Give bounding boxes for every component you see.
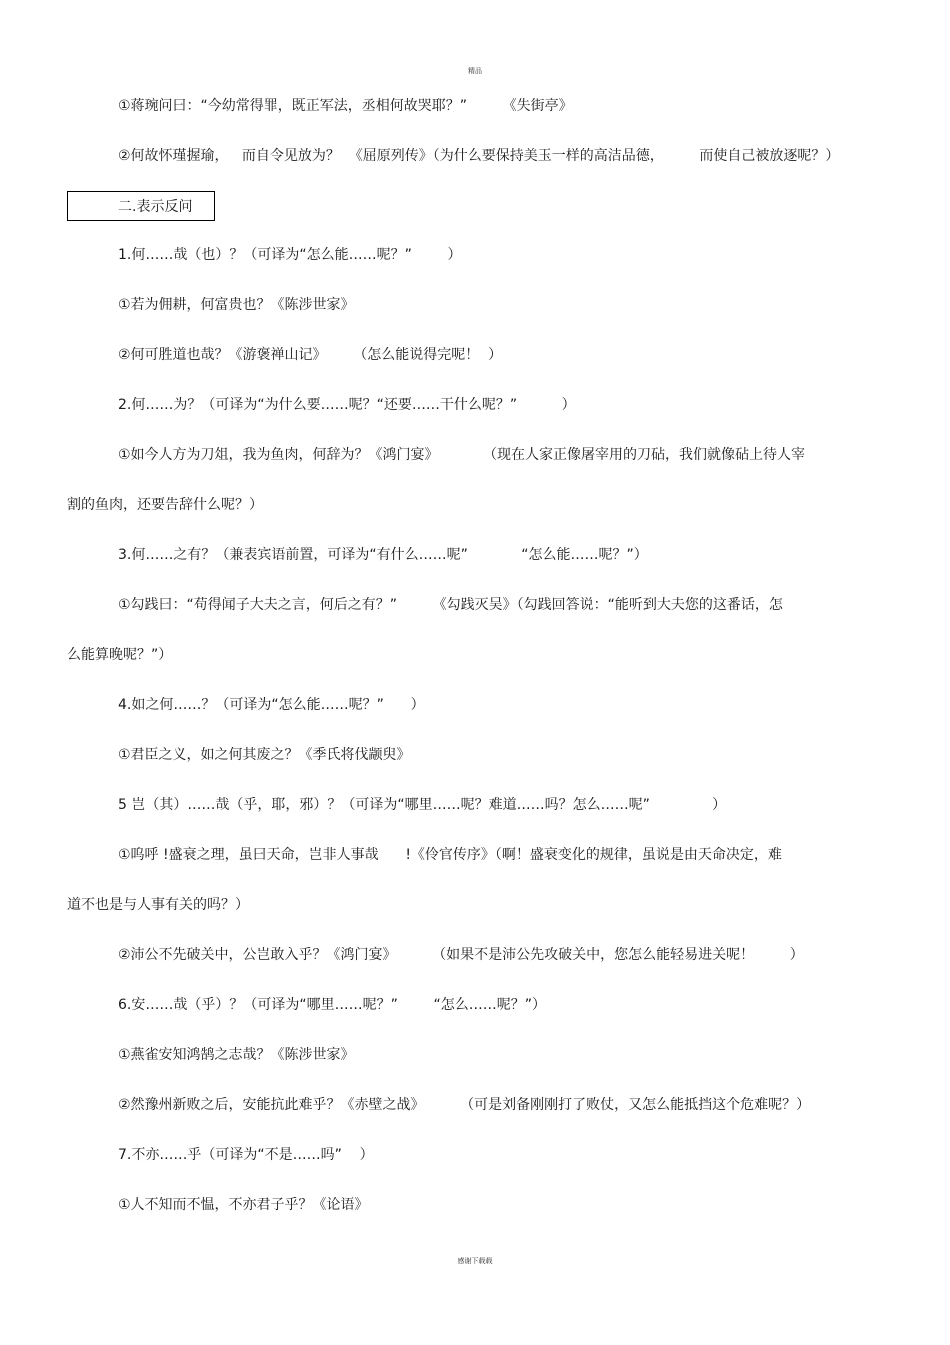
text-line: ①勾践曰：“苟得闻子大夫之言，何后之有？” 《勾践灭吴》（勾践回答说：“能听到大夫您的这番话，怎 (118, 597, 783, 613)
text-line: ②然豫州新败之后，安能抗此难乎？《赤壁之战》 （可是刘备刚刚打了败仗，又怎么能抵挡这个危难呢？） (118, 1097, 811, 1113)
text-line: ①若为佣耕，何富贵也？《陈涉世家》 (118, 297, 355, 313)
text-line: ①燕雀安知鸿鹄之志哉？《陈涉世家》 (118, 1047, 355, 1063)
text-line: 2.何……为？（可译为“为什么要……呢？“还要……干什么呢？” ） (118, 397, 576, 413)
text-line: ①君臣之义，如之何其废之？《季氏将伐颛臾》 (118, 747, 411, 763)
text-line: 么能算晚呢？”） (67, 647, 173, 663)
text-line: 6.安……哉（乎）？（可译为“哪里……呢？” “怎么……呢？”） (118, 997, 546, 1013)
text-line: 7.不亦……乎（可译为“不是……吗” ） (118, 1147, 374, 1163)
text-line: ②何故怀瑾握瑜， 而自令见放为？ 《屈原列传》（为什么要保持美玉一样的高洁品德， 而使自己被放逐呢？） (118, 148, 840, 164)
section-title: 二.表示反问 (118, 199, 193, 215)
text-line: 割的鱼肉，还要告辞什么呢？） (67, 497, 263, 513)
text-line: ①蒋琬问曰：“今幼常得罪，既正军法，丞相何故哭耶？” 《失街亭》 (118, 98, 573, 114)
text-line: 道不也是与人事有关的吗？） (67, 897, 249, 913)
text-line: 3.何……之有？（兼表宾语前置，可译为“有什么……呢” “怎么能……呢？”） (118, 547, 648, 563)
section-title-box (67, 191, 215, 221)
text-line: ①人不知而不愠，不亦君子乎？《论语》 (118, 1197, 369, 1213)
text-line: 5 岂（其）……哉（乎，耶，邪）？（可译为“哪里……呢？难道……吗？怎么……呢” ） (118, 797, 727, 813)
text-line: ①呜呼 !盛衰之理，虽曰天命，岂非人事哉 !《伶官传序》（啊！盛衰变化的规律，虽说是由天命决定，难 (118, 847, 782, 863)
text-line: ①如今人方为刀俎，我为鱼肉，何辞为？《鸿门宴》 （现在人家正像屠宰用的刀砧，我们就像砧上待人宰 (118, 447, 806, 463)
text-line: 4.如之何……？（可译为“怎么能……呢？” ） (118, 697, 425, 713)
text-line: ②何可胜道也哉？《游褒禅山记》 （怎么能说得完呢！ ） (118, 347, 503, 363)
text-line: ②沛公不先破关中，公岂敢入乎？《鸿门宴》 （如果不是沛公先攻破关中，您怎么能轻易进关呢！ ） (118, 947, 804, 963)
page-footer: 感谢下载载 (457, 1257, 493, 1265)
text-line: 1.何……哉（也）？（可译为“怎么能……呢？” ） (118, 247, 462, 263)
page-header: 精品 (468, 67, 482, 75)
